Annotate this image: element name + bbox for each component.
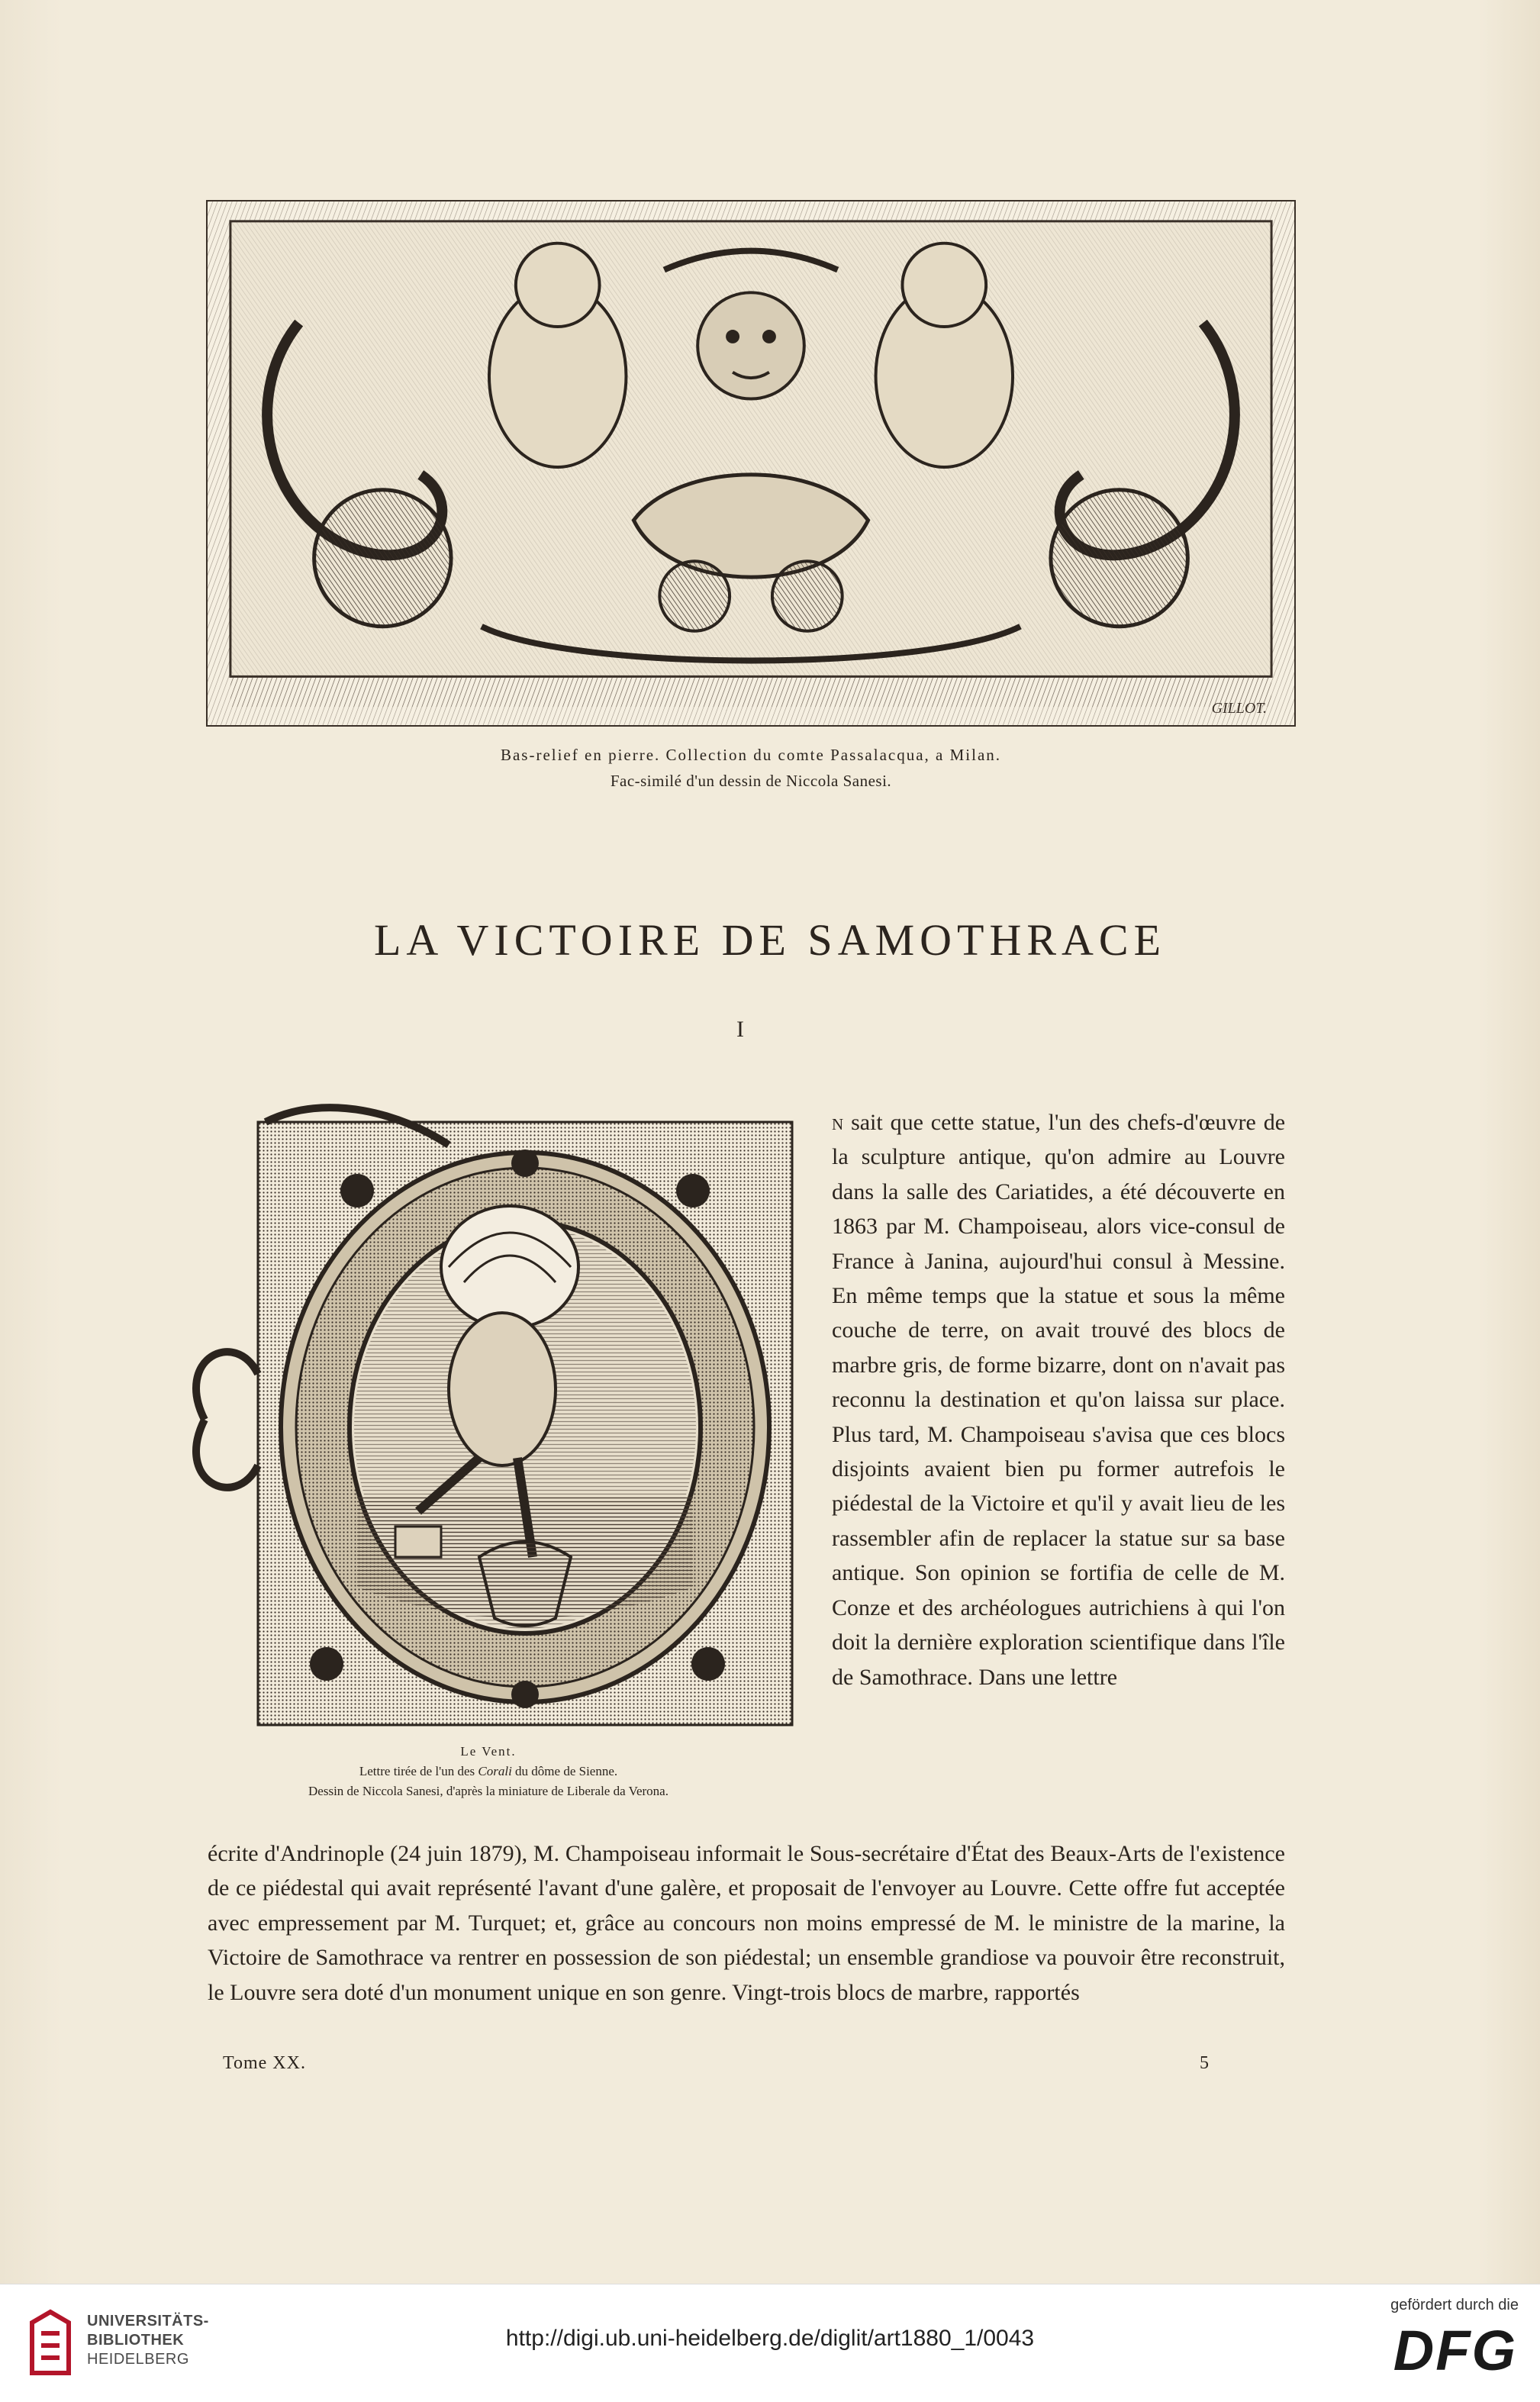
lead-letters: n	[832, 1110, 844, 1135]
dfg-logo: DFG	[1393, 2319, 1517, 2382]
article-title: LA VICTOIRE DE SAMOTHRACE	[373, 915, 1167, 965]
engraver-signature: GILLOT.	[1211, 700, 1267, 717]
body-column-text	[832, 1105, 1285, 1694]
initial-caption	[252, 1742, 725, 1801]
library-name-line-2: BIBLIOTHEK	[87, 2332, 185, 2349]
caption-line-1: Bas-relief en pierre. Collection du comte Passalacqua, a Milan.	[500, 746, 1002, 764]
caption-text-b: du dôme de Sienne.	[511, 1764, 618, 1778]
initial-caption-title: Le Vent.	[460, 1744, 517, 1759]
library-name-line-1: UNIVERSITÄTS-	[87, 2313, 209, 2329]
bas-relief-illustration	[208, 202, 1294, 725]
section-number: I	[736, 1017, 744, 1042]
illuminated-initial	[174, 1099, 806, 1733]
initial-caption-line-3: Dessin de Niccola Sanesi, d'après la miniature de Liberale da Verona.	[308, 1784, 669, 1798]
full-width-paragraph: écrite d'Andrinople (24 juin 1879), M. Champoiseau informait le Sous-secrétaire d'État des Beaux-Arts de l'existence de ce piédestal qui avait représenté l'avant d'une galère, et proposait de l'envoyer au Louvre. Cette offre fut acceptée avec empressement par M. Turquet; et, grâce au concours non moins empressé de M. le ministre de la marine, la Victoire de Samothrace va rentrer en possession de son piédestal; un ensemble grandiose va pouvoir être reconstruit, le Louvre sera doté d'un monument unique en son genre. Vingt-trois blocs de marbre, rapportés	[208, 1841, 1285, 2005]
funding-note: gefördert durch die	[1390, 2297, 1519, 2313]
library-banner	[0, 2284, 1540, 2402]
permalink-url[interactable]: http://digi.ub.uni-heidelberg.de/diglit/art1880_1/0043	[505, 2326, 1035, 2351]
library-name-line-3: HEIDELBERG	[87, 2351, 189, 2368]
caption-text-a: Lettre tirée de l'un des	[359, 1764, 478, 1778]
caption-line-2: Fac-similé d'un dessin de Niccola Sanesi.	[610, 772, 892, 790]
volume-label: Tome XX.	[223, 2053, 306, 2073]
caption-italic-corali: Corali	[478, 1764, 512, 1778]
wind-figure-initial-illustration	[174, 1099, 806, 1733]
bas-relief-caption	[206, 742, 1296, 794]
body-full-width-text	[208, 1836, 1285, 2010]
initial-caption-line-2	[252, 1762, 725, 1781]
page-number: 5	[1200, 2053, 1209, 2073]
bas-relief-engraving	[206, 200, 1296, 727]
column-paragraph: sait que cette statue, l'un des chefs-d'œuvre de la sculpture antique, qu'on admire au Louvre dans la salle des Cariatides, a été découverte en 1863 par M. Champoiseau, alors vice-consul de France à Janina, aujourd'hui consul à Messine. En même temps que la statue et sous la même couche de terre, on avait trouvé des blocs de marbre gris, de forme bizarre, dont on n'avait pas reconnu la destination et qu'on laissa sur place. Plus tard, M. Champoiseau s'avisa que ces blocs disjoints avaient bien pu former autrefois le piédestal de la Victoire et qu'il y avait lieu de les rassembler afin de replacer la statue sur sa base antique. Son opinion se fortifia de celle de M. Conze et des archéologues autrichiens à qui l'on doit la dernière exploration scientifique dans l'île de Samothrace. Dans une lettre	[832, 1110, 1286, 1690]
